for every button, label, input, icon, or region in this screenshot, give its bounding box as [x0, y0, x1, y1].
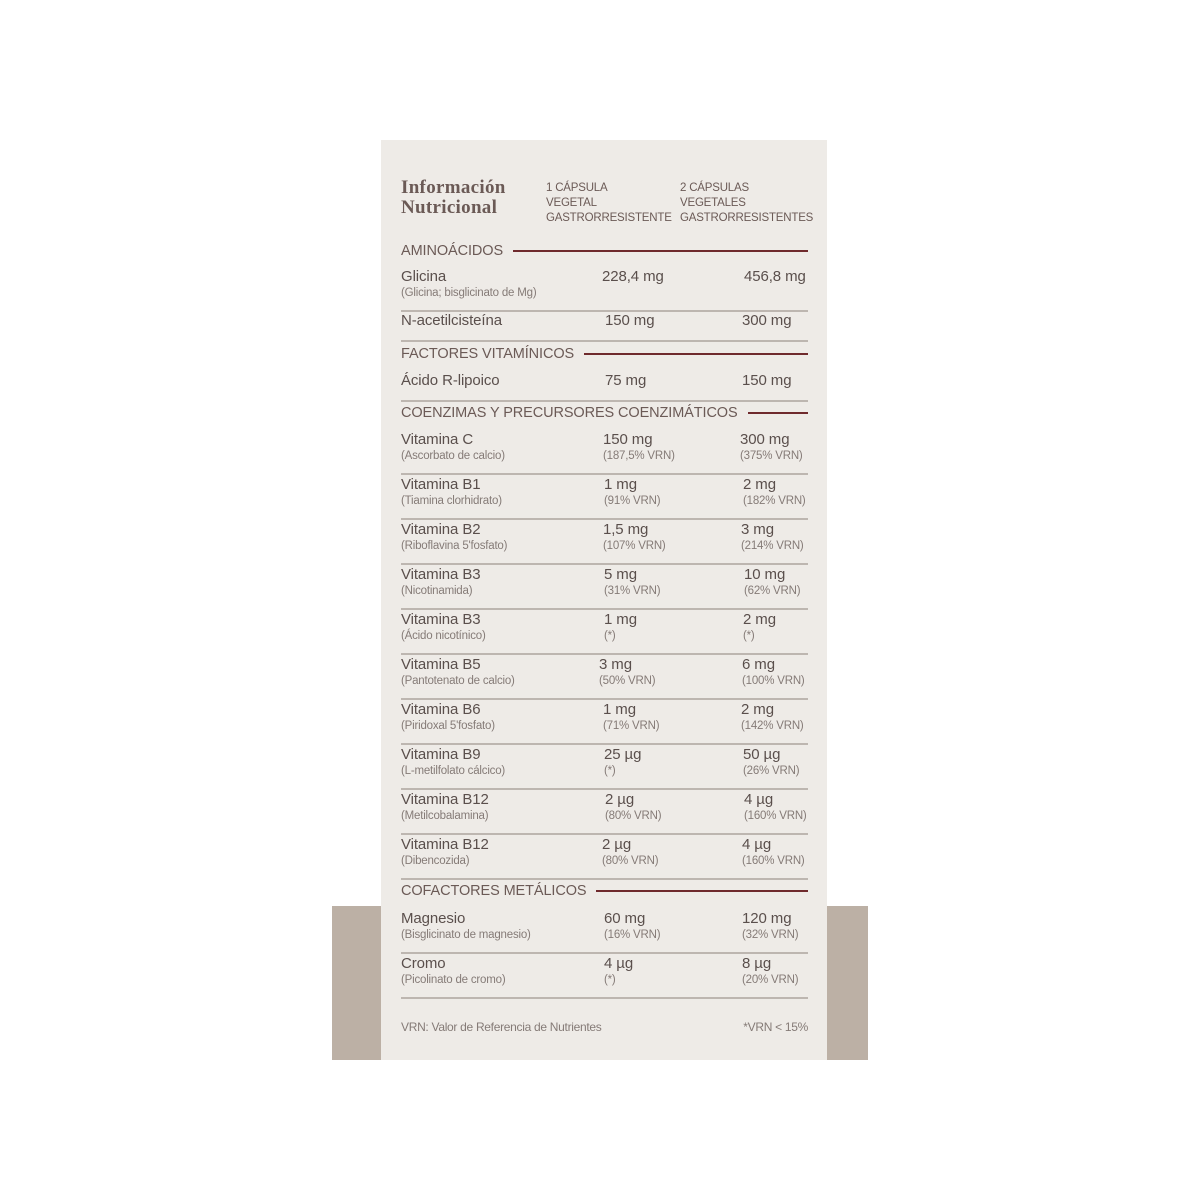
value-1-capsule: 150 mg — [603, 431, 653, 448]
value-1-capsule: 75 mg — [605, 372, 647, 389]
nutrient-cell — [401, 910, 531, 942]
col2-line-1: 2 CÁPSULAS — [680, 182, 749, 194]
nutrient-row — [401, 791, 808, 835]
value-1-capsule: 3 mg — [599, 656, 632, 673]
nutrition-panel — [381, 140, 827, 1060]
nutrient-cell — [401, 836, 489, 868]
nutrient-name: Vitamina B1 — [401, 476, 481, 493]
value-2-capsules-cell — [742, 372, 791, 390]
col2-line-2: VEGETALES — [680, 197, 746, 209]
nutrient-source: (Dibencozida) — [401, 855, 470, 867]
nutrient-cell — [401, 955, 505, 987]
nutrient-row — [401, 701, 808, 745]
value-1-capsule: 1 mg — [603, 701, 636, 718]
value-1-capsule-cell — [602, 268, 664, 286]
nutrient-source: (Bisglicinato de magnesio) — [401, 929, 531, 941]
value-2-capsules: 300 mg — [742, 312, 792, 329]
nutrient-source: (Ácido nicotínico) — [401, 630, 486, 642]
value-2-capsules: 50 µg — [743, 746, 781, 763]
vrn-1-capsule: (16% VRN) — [604, 929, 661, 941]
value-2-capsules-cell — [744, 566, 800, 598]
value-2-capsules: 3 mg — [741, 521, 774, 538]
value-1-capsule: 1 mg — [604, 611, 637, 628]
value-1-capsule-cell — [602, 836, 658, 868]
value-1-capsule: 228,4 mg — [602, 268, 664, 285]
value-1-capsule-cell — [604, 910, 660, 942]
vrn-1-capsule: (187,5% VRN) — [603, 450, 675, 462]
nutrient-cell — [401, 476, 502, 508]
vrn-1-capsule: (*) — [604, 765, 616, 777]
value-2-capsules-cell — [741, 701, 804, 733]
section-label: FACTORES VITAMÍNICOS — [401, 346, 575, 362]
vrn-2-capsules: (100% VRN) — [742, 675, 805, 687]
nutrient-name: Magnesio — [401, 910, 466, 927]
vrn-1-capsule: (*) — [604, 630, 616, 642]
nutrient-row — [401, 656, 808, 700]
value-1-capsule-cell — [599, 656, 655, 688]
vrn-2-capsules: (142% VRN) — [741, 720, 804, 732]
nutrient-cell — [401, 791, 489, 823]
nutrient-source: (Metilcobalamina) — [401, 810, 489, 822]
nutrient-source: (Pantotenato de calcio) — [401, 675, 515, 687]
nutrient-name: Vitamina B5 — [401, 656, 481, 673]
nutrient-row — [401, 746, 808, 790]
section-divider — [748, 412, 808, 414]
col1-line-1: 1 CÁPSULA — [546, 182, 608, 194]
value-2-capsules: 300 mg — [740, 431, 790, 448]
col1-line-2: VEGETAL — [546, 197, 597, 209]
nutrient-cell — [401, 656, 515, 688]
value-2-capsules: 456,8 mg — [744, 268, 806, 285]
value-1-capsule: 1 mg — [604, 476, 637, 493]
nutrient-source: (Nicotinamida) — [401, 585, 473, 597]
nutrient-name: Vitamina B3 — [401, 611, 481, 628]
nutrient-row — [401, 611, 808, 655]
vrn-1-capsule: (80% VRN) — [605, 810, 662, 822]
value-2-capsules: 2 mg — [743, 611, 776, 628]
nutrient-source: (Glicina; bisglicinato de Mg) — [401, 287, 537, 299]
value-2-capsules: 10 mg — [744, 566, 786, 583]
vrn-1-capsule: (91% VRN) — [604, 495, 661, 507]
vrn-1-capsule: (31% VRN) — [604, 585, 661, 597]
value-2-capsules-cell — [740, 431, 803, 463]
footer-footnote: *VRN < 15% — [743, 1020, 808, 1034]
nutrient-name: Vitamina B2 — [401, 521, 481, 538]
nutrient-name: Cromo — [401, 955, 446, 972]
nutrient-row — [401, 431, 808, 475]
vrn-2-capsules: (*) — [743, 630, 755, 642]
section-header-aminoacidos — [401, 240, 808, 262]
title-line-2: Nutricional — [401, 197, 498, 218]
vrn-1-capsule: (*) — [604, 974, 616, 986]
title-line-1: Información — [401, 177, 506, 198]
section-divider — [584, 353, 808, 355]
value-2-capsules: 2 mg — [741, 701, 774, 718]
value-1-capsule-cell — [604, 955, 633, 987]
vrn-2-capsules: (20% VRN) — [742, 974, 799, 986]
nutrient-row — [401, 836, 808, 880]
vrn-1-capsule: (50% VRN) — [599, 675, 656, 687]
value-1-capsule: 1,5 mg — [603, 521, 649, 538]
value-1-capsule-cell — [603, 701, 659, 733]
nutrient-source: (Piridoxal 5'fosfato) — [401, 720, 495, 732]
nutrient-row — [401, 476, 808, 520]
value-1-capsule-cell — [603, 521, 666, 553]
value-1-capsule-cell — [605, 791, 661, 823]
nutrient-source: (Picolinato de cromo) — [401, 974, 506, 986]
value-1-capsule-cell — [605, 312, 654, 330]
section-divider — [596, 890, 808, 892]
vrn-2-capsules: (26% VRN) — [743, 765, 800, 777]
nutrient-row — [401, 910, 808, 954]
nutrient-cell — [401, 521, 507, 553]
value-2-capsules-cell — [743, 746, 799, 778]
nutrient-name: Vitamina B3 — [401, 566, 481, 583]
value-2-capsules-cell — [743, 476, 806, 508]
nutrient-name: Vitamina B9 — [401, 746, 481, 763]
vrn-2-capsules: (62% VRN) — [744, 585, 801, 597]
vrn-2-capsules: (375% VRN) — [740, 450, 803, 462]
vrn-2-capsules: (182% VRN) — [743, 495, 806, 507]
value-2-capsules-cell — [742, 836, 805, 868]
value-2-capsules: 4 µg — [744, 791, 774, 808]
value-1-capsule-cell — [605, 372, 646, 390]
nutrient-cell — [401, 746, 505, 778]
value-2-capsules: 4 µg — [742, 836, 772, 853]
vrn-1-capsule: (107% VRN) — [603, 540, 666, 552]
value-2-capsules: 6 mg — [742, 656, 775, 673]
nutrient-cell — [401, 566, 481, 598]
section-header-factores-vitaminicos — [401, 343, 808, 365]
nutrient-name: Ácido R-lipoico — [401, 372, 500, 389]
nutrient-name: Vitamina B12 — [401, 836, 489, 853]
value-2-capsules-cell — [742, 656, 805, 688]
vrn-2-capsules: (214% VRN) — [741, 540, 804, 552]
value-2-capsules: 8 µg — [742, 955, 772, 972]
nutrient-name: Glicina — [401, 268, 447, 285]
footer-note: VRN: Valor de Referencia de Nutrientes — [401, 1020, 602, 1034]
value-1-capsule: 5 mg — [604, 566, 637, 583]
nutrient-cell — [401, 312, 502, 330]
section-header-coenzimas-y-precursores-coenzimaticos — [401, 402, 808, 424]
value-1-capsule: 2 µg — [602, 836, 632, 853]
nutrient-cell — [401, 701, 495, 733]
section-label: COENZIMAS Y PRECURSORES COENZIMÁTICOS — [401, 405, 738, 421]
nutrient-source: (Riboflavina 5'fosfato) — [401, 540, 508, 552]
column-header-1-capsule — [546, 181, 672, 226]
nutrient-row — [401, 955, 808, 999]
value-2-capsules: 150 mg — [742, 372, 792, 389]
nutrient-cell — [401, 611, 486, 643]
value-2-capsules-cell — [744, 791, 807, 823]
column-header-2-capsules — [680, 181, 813, 226]
nutrient-cell — [401, 372, 500, 390]
nutrient-row — [401, 521, 808, 565]
panel-title — [401, 178, 506, 218]
nutrient-row — [401, 268, 808, 312]
section-label: AMINOÁCIDOS — [401, 243, 504, 259]
value-2-capsules-cell — [741, 521, 804, 553]
nutrient-source: (Tiamina clorhidrato) — [401, 495, 502, 507]
nutrient-name: N-acetilcisteína — [401, 312, 502, 329]
nutrient-row — [401, 372, 808, 402]
section-label: COFACTORES METÁLICOS — [401, 883, 587, 899]
value-2-capsules-cell — [744, 268, 806, 286]
value-1-capsule-cell — [603, 431, 675, 463]
vrn-1-capsule: (80% VRN) — [602, 855, 659, 867]
nutrient-cell — [401, 268, 536, 300]
value-2-capsules: 2 mg — [743, 476, 776, 493]
nutrient-cell — [401, 431, 505, 463]
value-1-capsule: 4 µg — [604, 955, 634, 972]
value-1-capsule-cell — [604, 566, 660, 598]
value-2-capsules-cell — [743, 611, 776, 643]
value-2-capsules-cell — [742, 910, 798, 942]
nutrient-name: Vitamina C — [401, 431, 474, 448]
section-header-cofactores-metalicos — [401, 880, 808, 902]
col2-line-3: GASTRORRESISTENTES — [680, 212, 814, 224]
nutrient-source: (Ascorbato de calcio) — [401, 450, 505, 462]
value-1-capsule: 2 µg — [605, 791, 635, 808]
value-2-capsules: 120 mg — [742, 910, 792, 927]
section-divider — [513, 250, 808, 252]
nutrient-name: Vitamina B12 — [401, 791, 489, 808]
vrn-2-capsules: (160% VRN) — [744, 810, 807, 822]
nutrient-name: Vitamina B6 — [401, 701, 481, 718]
value-1-capsule-cell — [604, 611, 637, 643]
value-1-capsule: 150 mg — [605, 312, 655, 329]
value-1-capsule: 60 mg — [604, 910, 646, 927]
nutrient-source: (L-metilfolato cálcico) — [401, 765, 506, 777]
value-2-capsules-cell — [742, 312, 791, 330]
col1-line-3: GASTRORRESISTENTE — [546, 212, 672, 224]
nutrient-row — [401, 566, 808, 610]
value-1-capsule-cell — [604, 746, 641, 778]
value-1-capsule-cell — [604, 476, 660, 508]
vrn-1-capsule: (71% VRN) — [603, 720, 660, 732]
nutrient-row — [401, 312, 808, 342]
value-2-capsules-cell — [742, 955, 798, 987]
vrn-2-capsules: (160% VRN) — [742, 855, 805, 867]
vrn-2-capsules: (32% VRN) — [742, 929, 799, 941]
value-1-capsule: 25 µg — [604, 746, 642, 763]
